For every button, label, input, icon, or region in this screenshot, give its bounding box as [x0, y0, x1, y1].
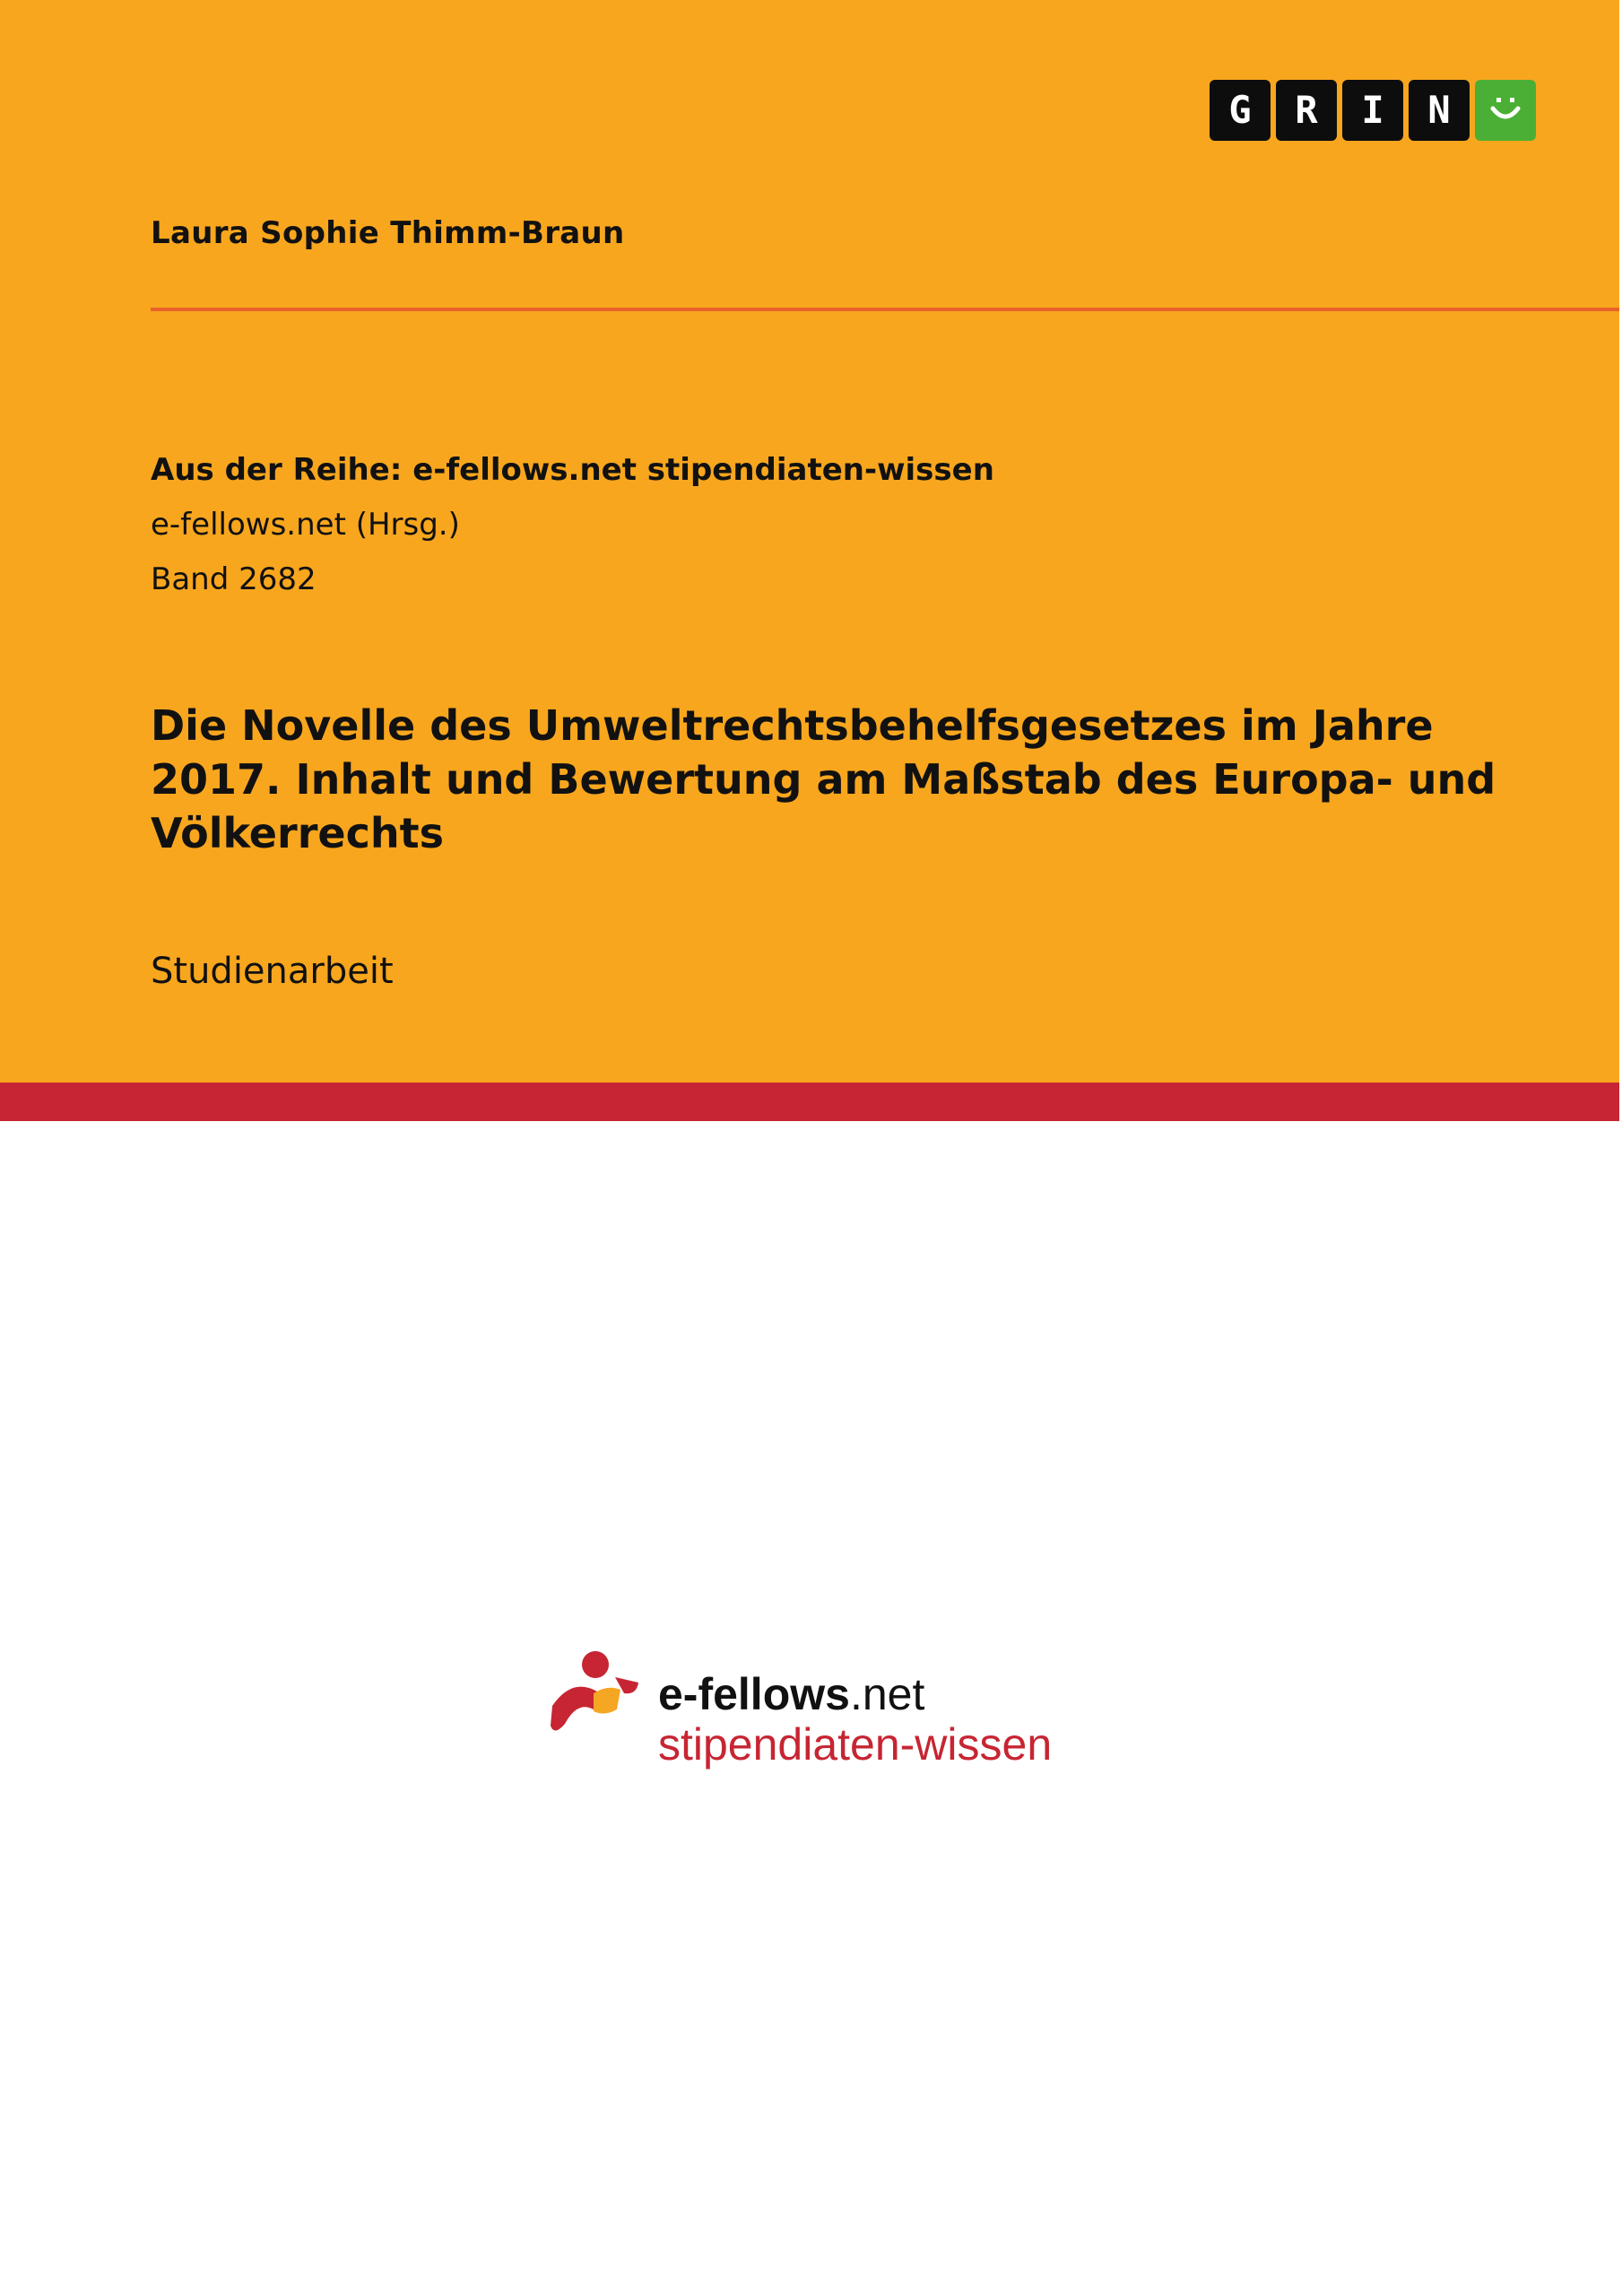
- series-title: Aus der Reihe: e-fellows.net stipendiaten-wissen: [151, 452, 994, 488]
- series-editor: e-fellows.net (Hrsg.): [151, 507, 460, 543]
- e-fellows-name-bold: e-fellows: [658, 1669, 850, 1719]
- divider-rule: [151, 308, 1619, 311]
- title-line: Die Novelle des Umweltrechtsbehelfsgesetzes im Jahre: [151, 701, 1434, 750]
- e-fellows-logo: [549, 1650, 1087, 1794]
- grin-letter-r: R: [1276, 80, 1337, 141]
- grin-letter-g: G: [1210, 80, 1271, 141]
- red-stripe: [0, 1083, 1619, 1121]
- author-name: Laura Sophie Thimm-Braun: [151, 215, 625, 251]
- e-fellows-figure-icon: [549, 1650, 647, 1749]
- document-type: Studienarbeit: [151, 951, 394, 992]
- e-fellows-wordmark: [658, 1668, 924, 1720]
- series-volume: Band 2682: [151, 561, 317, 597]
- grin-logo: [1210, 80, 1536, 141]
- e-fellows-name-suffix: .net: [849, 1669, 925, 1719]
- smile-icon: [1475, 80, 1536, 141]
- series-info: [151, 443, 994, 607]
- grin-letter-n: N: [1409, 80, 1470, 141]
- title-line: 2017. Inhalt und Bewertung am Maßstab des Europa- und: [151, 755, 1496, 804]
- grin-letter-i: I: [1342, 80, 1403, 141]
- e-fellows-subtitle: stipendiaten-wissen: [658, 1719, 1053, 1770]
- title-line: Völkerrechts: [151, 809, 444, 857]
- document-title: [151, 699, 1549, 860]
